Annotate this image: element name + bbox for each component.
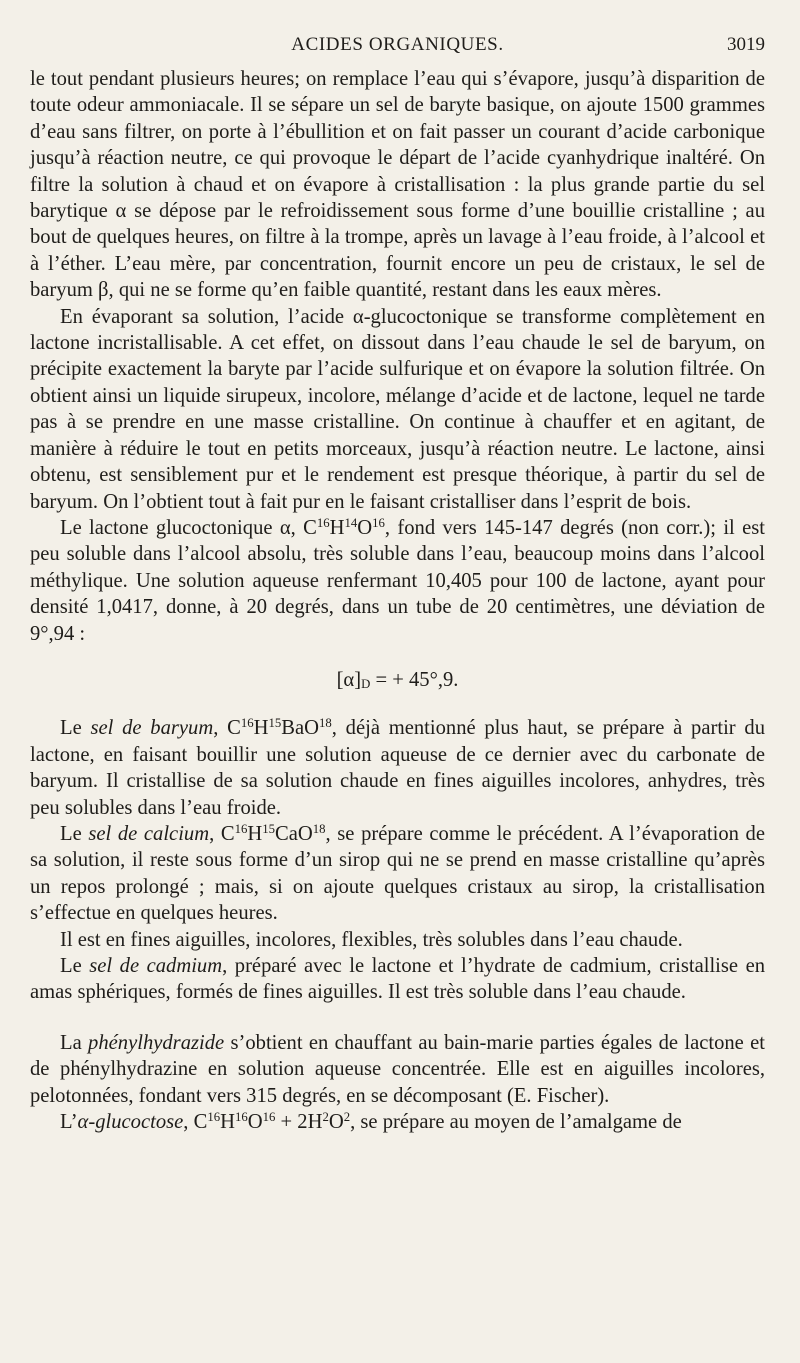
- text-run: O: [328, 1111, 344, 1134]
- text-run: L’: [60, 1111, 78, 1134]
- paragraph-6: Il est en fines aiguilles, incolores, flexibles, très solubles dans l’eau chaude.: [60, 928, 683, 951]
- compound-name: α-glucoctose: [77, 1111, 184, 1134]
- superscript: 16: [207, 1110, 221, 1125]
- text-run: + 2H: [275, 1111, 323, 1134]
- superscript: 2: [343, 1110, 351, 1125]
- text-run: H: [253, 717, 269, 740]
- running-title: ACIDES ORGANIQUES.: [291, 34, 504, 55]
- text-run: , C: [213, 717, 241, 740]
- paragraph-7: [30, 953, 765, 1006]
- text-run: s’obtient en chauffant au bain-marie parties égales de lactone et de phénylhydrazine en solution aqueuse concentrée. Elle est en aiguilles incolores, pelotonnées, fondant vers 315 degrés, en se décomposant (E. Fischer).: [30, 1031, 765, 1107]
- text-run: O: [247, 1111, 263, 1134]
- text-run: Le: [60, 955, 90, 977]
- compound-name: sel de cadmium: [89, 955, 223, 977]
- rotation-formula: [30, 667, 765, 693]
- text-run: Le lactone glucoctonique α, C: [60, 516, 317, 539]
- text-run: H: [247, 822, 263, 845]
- compound-name: phénylhydrazide: [88, 1031, 225, 1054]
- formula-subscript: D: [361, 676, 371, 691]
- text-run: , fond vers 145-147 degrés (non corr.); il est peu soluble dans l’alcool absolu, très soluble dans l’eau, beaucoup moins dans l’alcool méthylique. Une solution aqueuse renfermant 10,405 pour 100 de lactone, ayant pour densité 1,0417, donne, à 20 degrés, dans un tube de 20 centimètres, une déviation de 9°,94 :: [30, 516, 765, 645]
- superscript: 18: [319, 716, 332, 731]
- superscript: 2: [322, 1110, 329, 1125]
- superscript: 18: [312, 821, 326, 836]
- body-text: [30, 66, 765, 1135]
- superscript: 14: [344, 515, 358, 530]
- paragraph-3: [30, 515, 765, 647]
- formula-part: = + 45°,9.: [370, 668, 459, 691]
- paragraph-9: [30, 1109, 765, 1135]
- text-run: Le: [60, 822, 89, 845]
- text-run: H: [220, 1111, 235, 1134]
- text-run: , se prépare au moyen de l’amalgame de: [350, 1111, 682, 1134]
- compound-name: sel de baryum: [90, 717, 214, 740]
- text-run: Le: [60, 717, 91, 740]
- superscript: 16: [234, 1110, 248, 1125]
- superscript: 15: [268, 716, 282, 731]
- superscript: 16: [240, 716, 254, 731]
- paragraph-5: [30, 821, 765, 927]
- superscript: 16: [234, 821, 248, 836]
- compound-name: sel de calcium: [88, 822, 210, 845]
- section-gap: [30, 1006, 765, 1030]
- superscript: 16: [372, 515, 385, 530]
- text-run: H: [329, 516, 345, 539]
- paragraph-8: [30, 1030, 765, 1109]
- text-run: , déjà mentionné plus haut, se prépare à partir du lactone, en faisant bouillir une solution aqueuse de ce dernier avec du carbonate de baryum. Il cristallise de sa solution chaude en fines aiguilles incolores, anhydres, très peu solubles dans l’eau froide.: [30, 717, 765, 819]
- running-header: [30, 34, 765, 64]
- paragraph-1: le tout pendant plusieurs heures; on remplace l’eau qui s’évapore, jusqu’à disparition de toute odeur ammoniacale. Il se sépare un sel de baryte basique, on ajoute 1500 grammes d’eau sans filtrer, on porte à l’ébullition et on fait passer un courant d’acide carbonique jusqu’à réaction neutre, ce qui provoque le départ de l’acide cyanhydrique inaltéré. On filtre la solution à chaud et on évapore à cristallisation : la plus grande partie du sel barytique α se dépose par le refroidissement sous forme d’une bouillie cristalline ; au bout de quelques heures, on filtre à la trompe, après un lavage à l’eau froide, à l’alcool et à l’éther. L’eau mère, par concentration, fournit encore un peu de cristaux, le sel de baryum β, qui ne se forme qu’en faible quantité, restant dans les eaux mères.: [30, 68, 765, 302]
- superscript: 16: [316, 515, 330, 530]
- text-run: CaO: [275, 822, 313, 845]
- text-run: O: [357, 516, 373, 539]
- text-run: , C: [183, 1111, 208, 1134]
- superscript: 15: [262, 821, 276, 836]
- text-run: BaO: [281, 717, 319, 740]
- text-run: , se prépare comme le précédent. A l’évaporation de sa solution, il reste sous forme d’un sirop qui ne se prend en masse cristalline qu’après un repos prolongé ; mais, si on ajoute quelques cristaux au sirop, la cristallisation s’effectue en quelques heures.: [30, 822, 765, 925]
- page-number: 3019: [727, 34, 765, 55]
- paragraph-4: [30, 715, 765, 821]
- text-run: , C: [209, 822, 235, 845]
- text-run: La: [60, 1031, 89, 1054]
- text-run: , préparé avec le lactone et l’hydrate de cadmium, cristallise en amas sphériques, formés de fines aiguilles. Il est très soluble dans l’eau chaude.: [30, 955, 766, 1004]
- formula-part: [α]: [336, 668, 362, 691]
- paragraph-2: En évaporant sa solution, l’acide α-glucoctonique se transforme complètement en lactone incristallisable. A cet effet, on dissout dans l’eau chaude le sel de baryum, on précipite exactement la baryte par l’acide sulfurique et on évapore la solution filtrée. On obtient ainsi un liquide sirupeux, incolore, mélange d’acide et de lactone, lequel ne tarde pas à se prendre en une masse cristalline. On continue à chauffer et en agitant, de manière à réduire le tout en petits morceaux, jusqu’à réaction neutre. Le lactone, ainsi obtenu, est sensiblement pur et le rendement est presque théorique, à partir du sel de baryum. On l’obtient tout à fait pur en le faisant cristalliser dans l’esprit de bois.: [30, 305, 765, 513]
- superscript: 16: [262, 1110, 276, 1125]
